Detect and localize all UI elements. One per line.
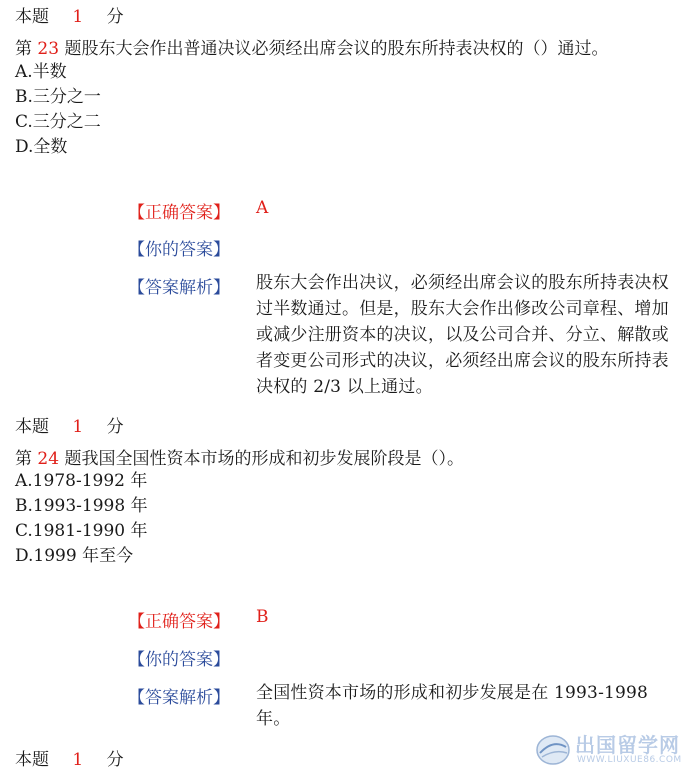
- your-answer-label: 【你的答案】: [128, 240, 230, 260]
- option-b: B.三分之一: [15, 87, 101, 107]
- score-value: 1: [72, 750, 84, 770]
- score-prefix: 本题: [15, 750, 49, 770]
- analysis-label: 【答案解析】: [128, 688, 230, 708]
- correct-answer-value: A: [256, 198, 269, 218]
- score-unit: 分: [106, 7, 124, 27]
- question-text: 题我国全国性资本市场的形成和初步发展阶段是（）。: [64, 449, 464, 469]
- score-line: [15, 412, 124, 437]
- analysis-label: 【答案解析】: [128, 278, 230, 298]
- score-value: 1: [72, 7, 84, 27]
- analysis-text: 股东大会作出决议，必须经出席会议的股东所持表决权过半数通过。但是，股东大会作出修改公司章程、增加或减少注册资本的决议，以及公司合并、分立、解散或者变更公司形式的决议，必须经出席会议的股东所持表决权的 2/3 以上通过。: [256, 273, 669, 397]
- question-prefix: 第: [15, 39, 32, 59]
- score-line: [15, 745, 124, 770]
- score-value: 1: [72, 417, 84, 437]
- option-b: B.1993-1998 年: [15, 496, 148, 516]
- score-unit: 分: [106, 417, 124, 437]
- option-d: D.1999 年至今: [15, 546, 134, 566]
- analysis-text: 全国性资本市场的形成和初步发展是在 1993-1998 年。: [256, 683, 649, 729]
- option-a: A.半数: [15, 62, 67, 82]
- watermark-title: 出国留学网: [575, 733, 680, 757]
- option-a: A.1978-1992 年: [15, 471, 148, 491]
- correct-answer-label: 【正确答案】: [128, 612, 230, 632]
- option-d: D.全数: [15, 137, 68, 157]
- question-title: [15, 444, 464, 469]
- question-title: [15, 34, 608, 59]
- question-prefix: 第: [15, 449, 32, 469]
- option-c: C.1981-1990 年: [15, 521, 148, 541]
- score-prefix: 本题: [15, 7, 49, 27]
- correct-answer-value: B: [256, 607, 269, 627]
- score-line: [15, 2, 124, 27]
- question-text: 题股东大会作出普通决议必须经出席会议的股东所持表决权的（）通过。: [64, 39, 609, 59]
- watermark-url: WWW.LIUXUE86.COM: [577, 755, 682, 765]
- question-number: 23: [37, 39, 60, 59]
- score-prefix: 本题: [15, 417, 49, 437]
- question-number: 24: [37, 449, 60, 469]
- option-c: C.三分之二: [15, 112, 101, 132]
- correct-answer-label: 【正确答案】: [128, 203, 230, 223]
- your-answer-label: 【你的答案】: [128, 650, 230, 670]
- score-unit: 分: [106, 750, 124, 770]
- watermark: [535, 729, 695, 771]
